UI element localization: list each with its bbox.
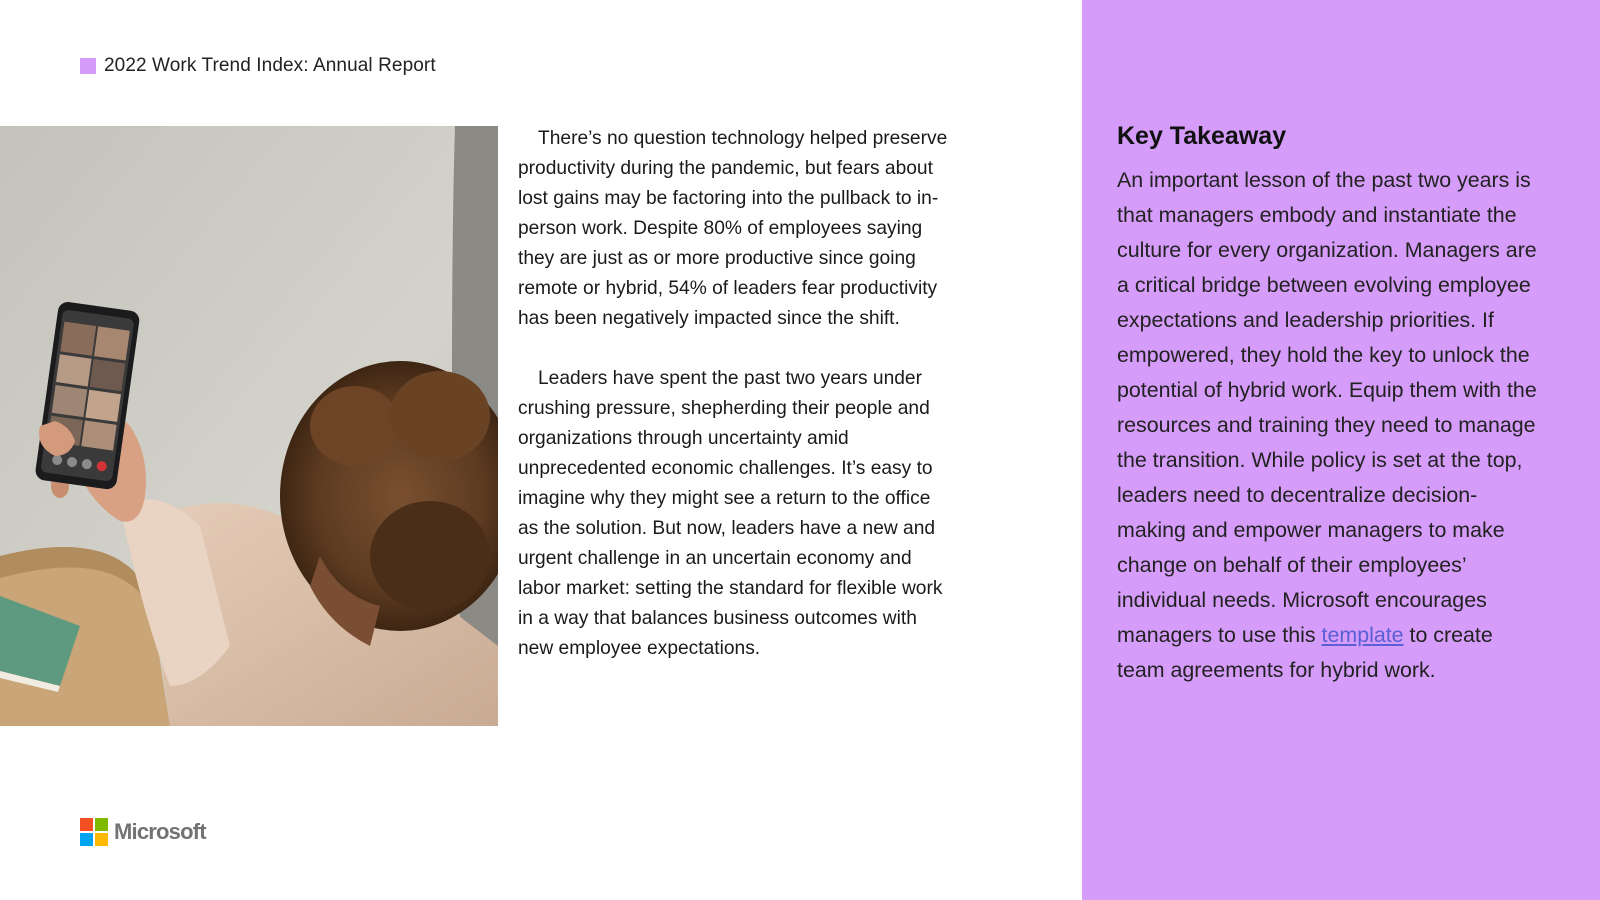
- logo-square-blue: [80, 833, 93, 846]
- body-text: [518, 124, 948, 694]
- report-header: [80, 55, 436, 77]
- logo-square-red: [80, 818, 93, 831]
- logo-square-yellow: [95, 833, 108, 846]
- microsoft-logo-grid: [80, 818, 108, 846]
- takeaway-text: [1117, 163, 1537, 688]
- logo-square-green: [95, 818, 108, 831]
- body-paragraph-2: Leaders have spent the past two years under crushing pressure, shepherding their people and organizations through uncertainty amid unprecedented economic challenges. It’s easy to imagine why they might see a return to the office as the solution. But now, leaders have a new and urgent challenge in an uncertain economy and labor market: setting the standard for flexible work in a way that balances business outcomes with new employee expectations.: [518, 368, 943, 659]
- header-accent-square: [80, 58, 96, 74]
- microsoft-logo: [80, 818, 206, 846]
- takeaway-heading: Key Takeaway: [1117, 122, 1287, 150]
- takeaway-text-body: An important lesson of the past two years is that managers embody and instantiate the culture for every organization. Managers are a critical bridge between evolving employee expectations and leadership priorities. If empowered, they hold the key to unlock the potential of hybrid work. Equip them with the resources and training they need to manage the transition. While policy is set at the top, leaders need to decentralize decision-making and empower managers to make change on behalf of their employees’ individual needs. Microsoft encourages managers to use this: [1117, 168, 1537, 647]
- report-title: 2022 Work Trend Index: Annual Report: [104, 55, 436, 76]
- microsoft-wordmark: Microsoft: [114, 819, 206, 844]
- person-video-call-photo: [0, 126, 498, 726]
- template-link[interactable]: template: [1321, 623, 1404, 647]
- key-takeaway-panel: [1082, 0, 1600, 900]
- body-paragraph-1: There’s no question technology helped preserve productivity during the pandemic, but fears about lost gains may be factoring into the pullback to in-person work. Despite 80% of employees saying they are just as or more productive since going remote or hybrid, 54% of leaders fear productivity has been negatively impacted since the shift.: [518, 128, 948, 329]
- takeaway-text-end: to create team agreements for hybrid work.: [1117, 623, 1493, 682]
